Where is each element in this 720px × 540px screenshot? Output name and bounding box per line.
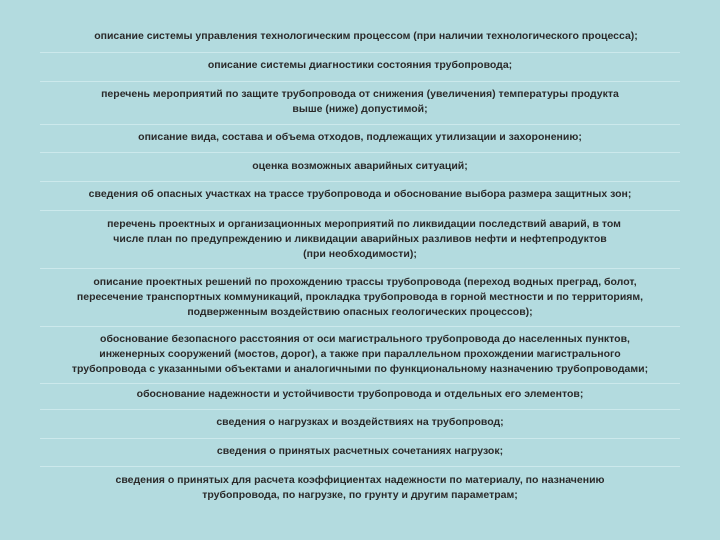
list-item-line: выше (ниже) допустимой; xyxy=(292,103,428,115)
list-item-line: трубопровода с указанными объектами и аналогичными по функциональному назначению трубопроводами; xyxy=(71,363,649,375)
list-item-line: перечень проектных и организационных мероприятий по ликвидации последствий аварий, в том xyxy=(107,218,621,230)
list-item xyxy=(0,87,720,117)
list-item-line: сведения об опасных участках на трассе трубопровода и обоснование выбора размера защитных зон; xyxy=(88,188,632,200)
divider xyxy=(40,81,680,82)
list-item xyxy=(0,29,720,44)
divider xyxy=(40,326,680,327)
list-item-line: обоснование безопасного расстояния от оси магистрального трубопровода до населенных пунктов, xyxy=(100,333,630,345)
list-item xyxy=(0,187,720,202)
divider xyxy=(40,152,680,153)
divider xyxy=(40,124,680,125)
list-item-line: сведения о принятых для расчета коэффициентах надежности по материалу, по назначению xyxy=(115,474,605,486)
list-item-line: перечень мероприятий по защите трубопровода от снижения (увеличения) температуры продукта xyxy=(101,88,619,100)
divider xyxy=(40,383,680,384)
divider xyxy=(40,52,680,53)
list-item-line: сведения о принятых расчетных сочетаниях нагрузок; xyxy=(216,445,504,457)
list-item xyxy=(0,332,720,377)
list-item xyxy=(0,217,720,262)
list-item-line: описание проектных решений по прохождению трассы трубопровода (переход водных преград, болот, xyxy=(93,276,637,288)
list-item xyxy=(0,275,720,320)
list-item xyxy=(0,130,720,145)
list-item-line: трубопровода, по нагрузке, по грунту и другим параметрам; xyxy=(202,489,518,501)
list-item-line: подверженным воздействию опасных геологических процессов); xyxy=(187,306,533,318)
list-item xyxy=(0,387,720,402)
list-item xyxy=(0,415,720,430)
list-item-line: инженерных сооружений (мостов, дорог), а также при параллельном прохождении магистрального xyxy=(99,348,621,360)
divider xyxy=(40,409,680,410)
list-item-line: числе план по предупреждению и ликвидации аварийных разливов нефти и нефтепродуктов xyxy=(113,233,607,245)
list-item-line: оценка возможных аварийных ситуаций; xyxy=(252,160,468,172)
list-item xyxy=(0,58,720,73)
divider xyxy=(40,210,680,211)
list-item xyxy=(0,473,720,503)
divider xyxy=(40,181,680,182)
list-item-line: описание системы диагностики состояния трубопровода; xyxy=(207,59,513,71)
list-item xyxy=(0,444,720,459)
divider xyxy=(40,466,680,467)
list-item-line: описание вида, состава и объема отходов, подлежащих утилизации и захоронению; xyxy=(138,131,582,143)
list-item-line: сведения о нагрузках и воздействиях на трубопровод; xyxy=(216,416,504,428)
divider xyxy=(40,438,680,439)
list-item-line: описание системы управления технологическим процессом (при наличии технологического процесса); xyxy=(94,30,638,42)
divider xyxy=(40,268,680,269)
list-item xyxy=(0,159,720,174)
list-item-line: обоснование надежности и устойчивости трубопровода и отдельных его элементов; xyxy=(136,388,584,400)
list-item-line: (при необходимости); xyxy=(303,248,417,260)
list-item-line: пересечение транспортных коммуникаций, прокладка трубопровода в горной местности и по территориям, xyxy=(76,291,644,303)
